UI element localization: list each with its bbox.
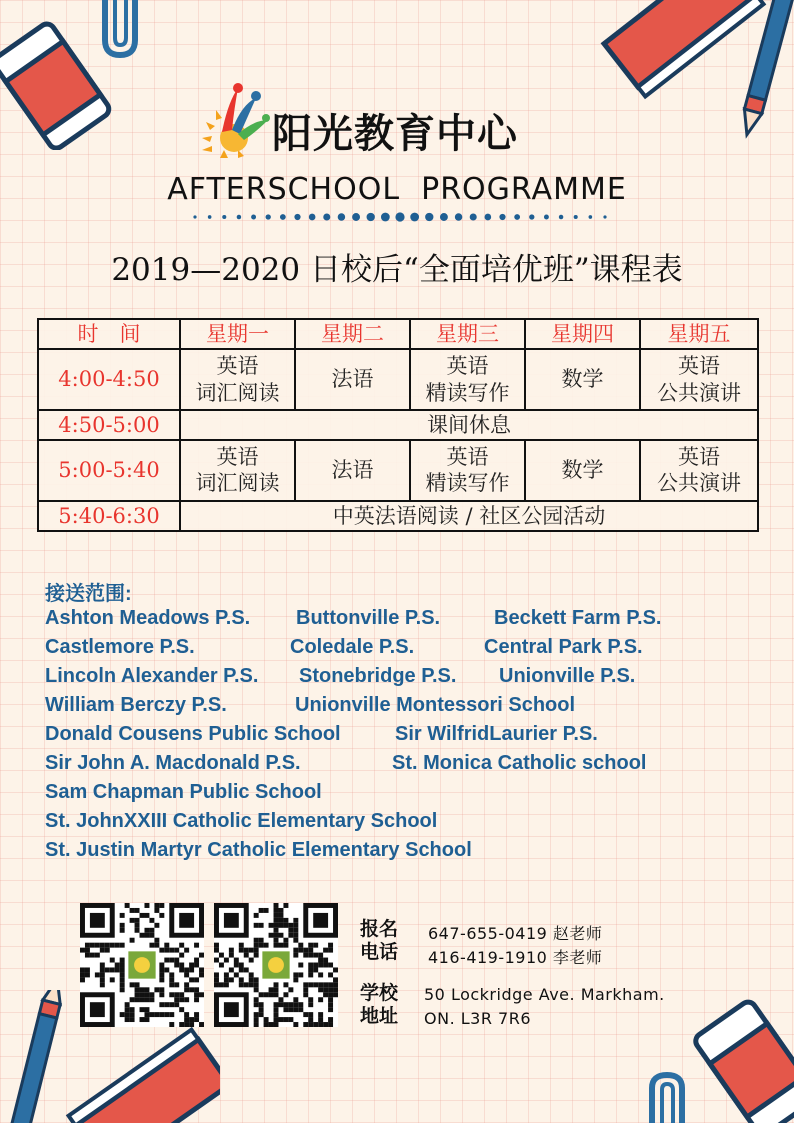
class-cell [640, 440, 758, 501]
divider-dot [410, 213, 419, 222]
class-subject: 英语 [446, 354, 489, 379]
phone-li: 416-419-1910 李老师 [428, 948, 603, 967]
class-subject: 数学 [561, 458, 604, 483]
class-cell [180, 349, 295, 410]
phone-zhao: 647-655-0419 赵老师 [428, 924, 603, 943]
schedule-table [37, 318, 759, 532]
brand-title: 阳光教育中心 [272, 111, 518, 157]
schedule-title: 2019—2020 日校后“全面培优班”课程表 [111, 252, 683, 288]
divider-dot [574, 215, 578, 219]
school-name: Sir WilfridLaurier P.S. [395, 723, 598, 745]
divider-dot [395, 212, 404, 221]
school-name: Sam Chapman Public School [45, 781, 322, 803]
class-cell [410, 349, 525, 410]
time-slot: 4:50-5:00 [38, 410, 180, 440]
divider-dot [514, 214, 520, 220]
divider-dot [280, 214, 286, 220]
class-subject: 英语 [216, 354, 259, 379]
address-line-1: 50 Lockridge Ave. Markham. [424, 985, 665, 1004]
activity-cell: 中英法语阅读 / 社区公园活动 [180, 501, 758, 531]
header-tuesday: 星期二 [295, 319, 410, 349]
divider-dot [208, 215, 212, 219]
divider-dot [381, 213, 390, 222]
header-time: 时 间 [38, 319, 180, 349]
class-cell [410, 440, 525, 501]
divider-dot [603, 215, 606, 218]
class-subject: 英语 [678, 354, 720, 379]
school-name: St. Monica Catholic school [392, 752, 647, 774]
school-name: William Berczy P.S. [45, 694, 227, 716]
class-cell [295, 349, 410, 410]
class-subject: 英语 [678, 445, 720, 470]
class-cell [295, 440, 410, 501]
qr-code-icon [214, 903, 338, 1027]
divider-dot [294, 214, 300, 220]
class-subject: 英语 [216, 445, 259, 470]
divider-dot [529, 214, 534, 219]
class-topic: 精读写作 [425, 471, 510, 496]
book-illustration [590, 0, 794, 140]
divider-dot [352, 213, 360, 221]
dotted-divider [190, 210, 610, 224]
school-name: Sir John A. Macdonald P.S. [45, 752, 301, 774]
class-cell [640, 349, 758, 410]
header-monday: 星期一 [180, 319, 295, 349]
divider-dot [589, 215, 593, 219]
school-name: St. Justin Martyr Catholic Elementary School [45, 839, 472, 861]
divider-dot [485, 214, 492, 221]
address-line-2: ON. L3R 7R6 [424, 1009, 532, 1028]
divider-dot [193, 215, 196, 218]
header-friday: 星期五 [640, 319, 758, 349]
school-name: Castlemore P.S. [45, 636, 195, 658]
school-name: Beckett Farm P.S. [494, 607, 662, 629]
time-slot: 4:00-4:50 [38, 349, 180, 410]
school-name: Central Park P.S. [484, 636, 643, 658]
programme-subtitle: AFTERSCHOOL PROGRAMME [167, 172, 627, 207]
school-name: Coledale P.S. [290, 636, 415, 658]
header-thursday: 星期四 [525, 319, 640, 349]
class-cell [180, 440, 295, 501]
divider-dot [559, 215, 563, 219]
break-cell: 课间休息 [180, 410, 758, 440]
class-topic: 词汇阅读 [195, 380, 280, 405]
class-cell [525, 349, 640, 410]
divider-dot [440, 213, 448, 221]
time-slot: 5:40-6:30 [38, 501, 180, 531]
divider-dot [544, 215, 549, 220]
pickup-heading: 接送范围: [45, 583, 132, 605]
divider-dot [470, 213, 477, 220]
divider-dot [338, 213, 345, 220]
qr-code-icon [80, 903, 204, 1027]
class-subject: 法语 [331, 458, 374, 483]
class-topic: 公共演讲 [657, 471, 741, 496]
school-name: Buttonville P.S. [296, 607, 441, 629]
school-name: Ashton Meadows P.S. [45, 607, 251, 629]
class-subject: 法语 [331, 367, 374, 392]
address-label: 学校 地址 [360, 982, 399, 1027]
eraser-illustration [0, 0, 150, 150]
schedule-row [38, 501, 758, 531]
class-subject: 英语 [446, 445, 489, 470]
class-cell [525, 440, 640, 501]
signup-label: 报名 电话 [360, 918, 399, 963]
class-topic: 词汇阅读 [195, 471, 280, 496]
schedule-header-row [38, 319, 758, 349]
time-slot: 5:00-5:40 [38, 440, 180, 501]
school-name: Lincoln Alexander P.S. [45, 665, 259, 687]
sun-logo-icon [198, 80, 270, 160]
divider-dot [323, 213, 330, 220]
school-name: St. JohnXXIII Catholic Elementary School [45, 810, 438, 832]
schedule-row [38, 440, 758, 501]
divider-dot [455, 213, 462, 220]
divider-dot [237, 215, 241, 219]
school-name: Donald Cousens Public School [45, 723, 341, 745]
class-subject: 数学 [561, 367, 604, 392]
school-name: Unionville Montessori School [295, 694, 576, 716]
divider-dot [367, 213, 375, 221]
divider-dot [425, 213, 433, 221]
school-name: Stonebridge P.S. [299, 665, 457, 687]
class-topic: 精读写作 [425, 380, 510, 405]
divider-dot [222, 215, 226, 219]
schedule-row [38, 410, 758, 440]
schedule-row [38, 349, 758, 410]
eraser-clip-illustration [640, 990, 794, 1123]
school-name: Unionville P.S. [499, 665, 636, 687]
divider-dot [499, 214, 505, 220]
header-wednesday: 星期三 [410, 319, 525, 349]
class-topic: 公共演讲 [657, 380, 741, 405]
divider-dot [251, 215, 256, 220]
divider-dot [266, 214, 271, 219]
divider-dot [309, 214, 316, 221]
